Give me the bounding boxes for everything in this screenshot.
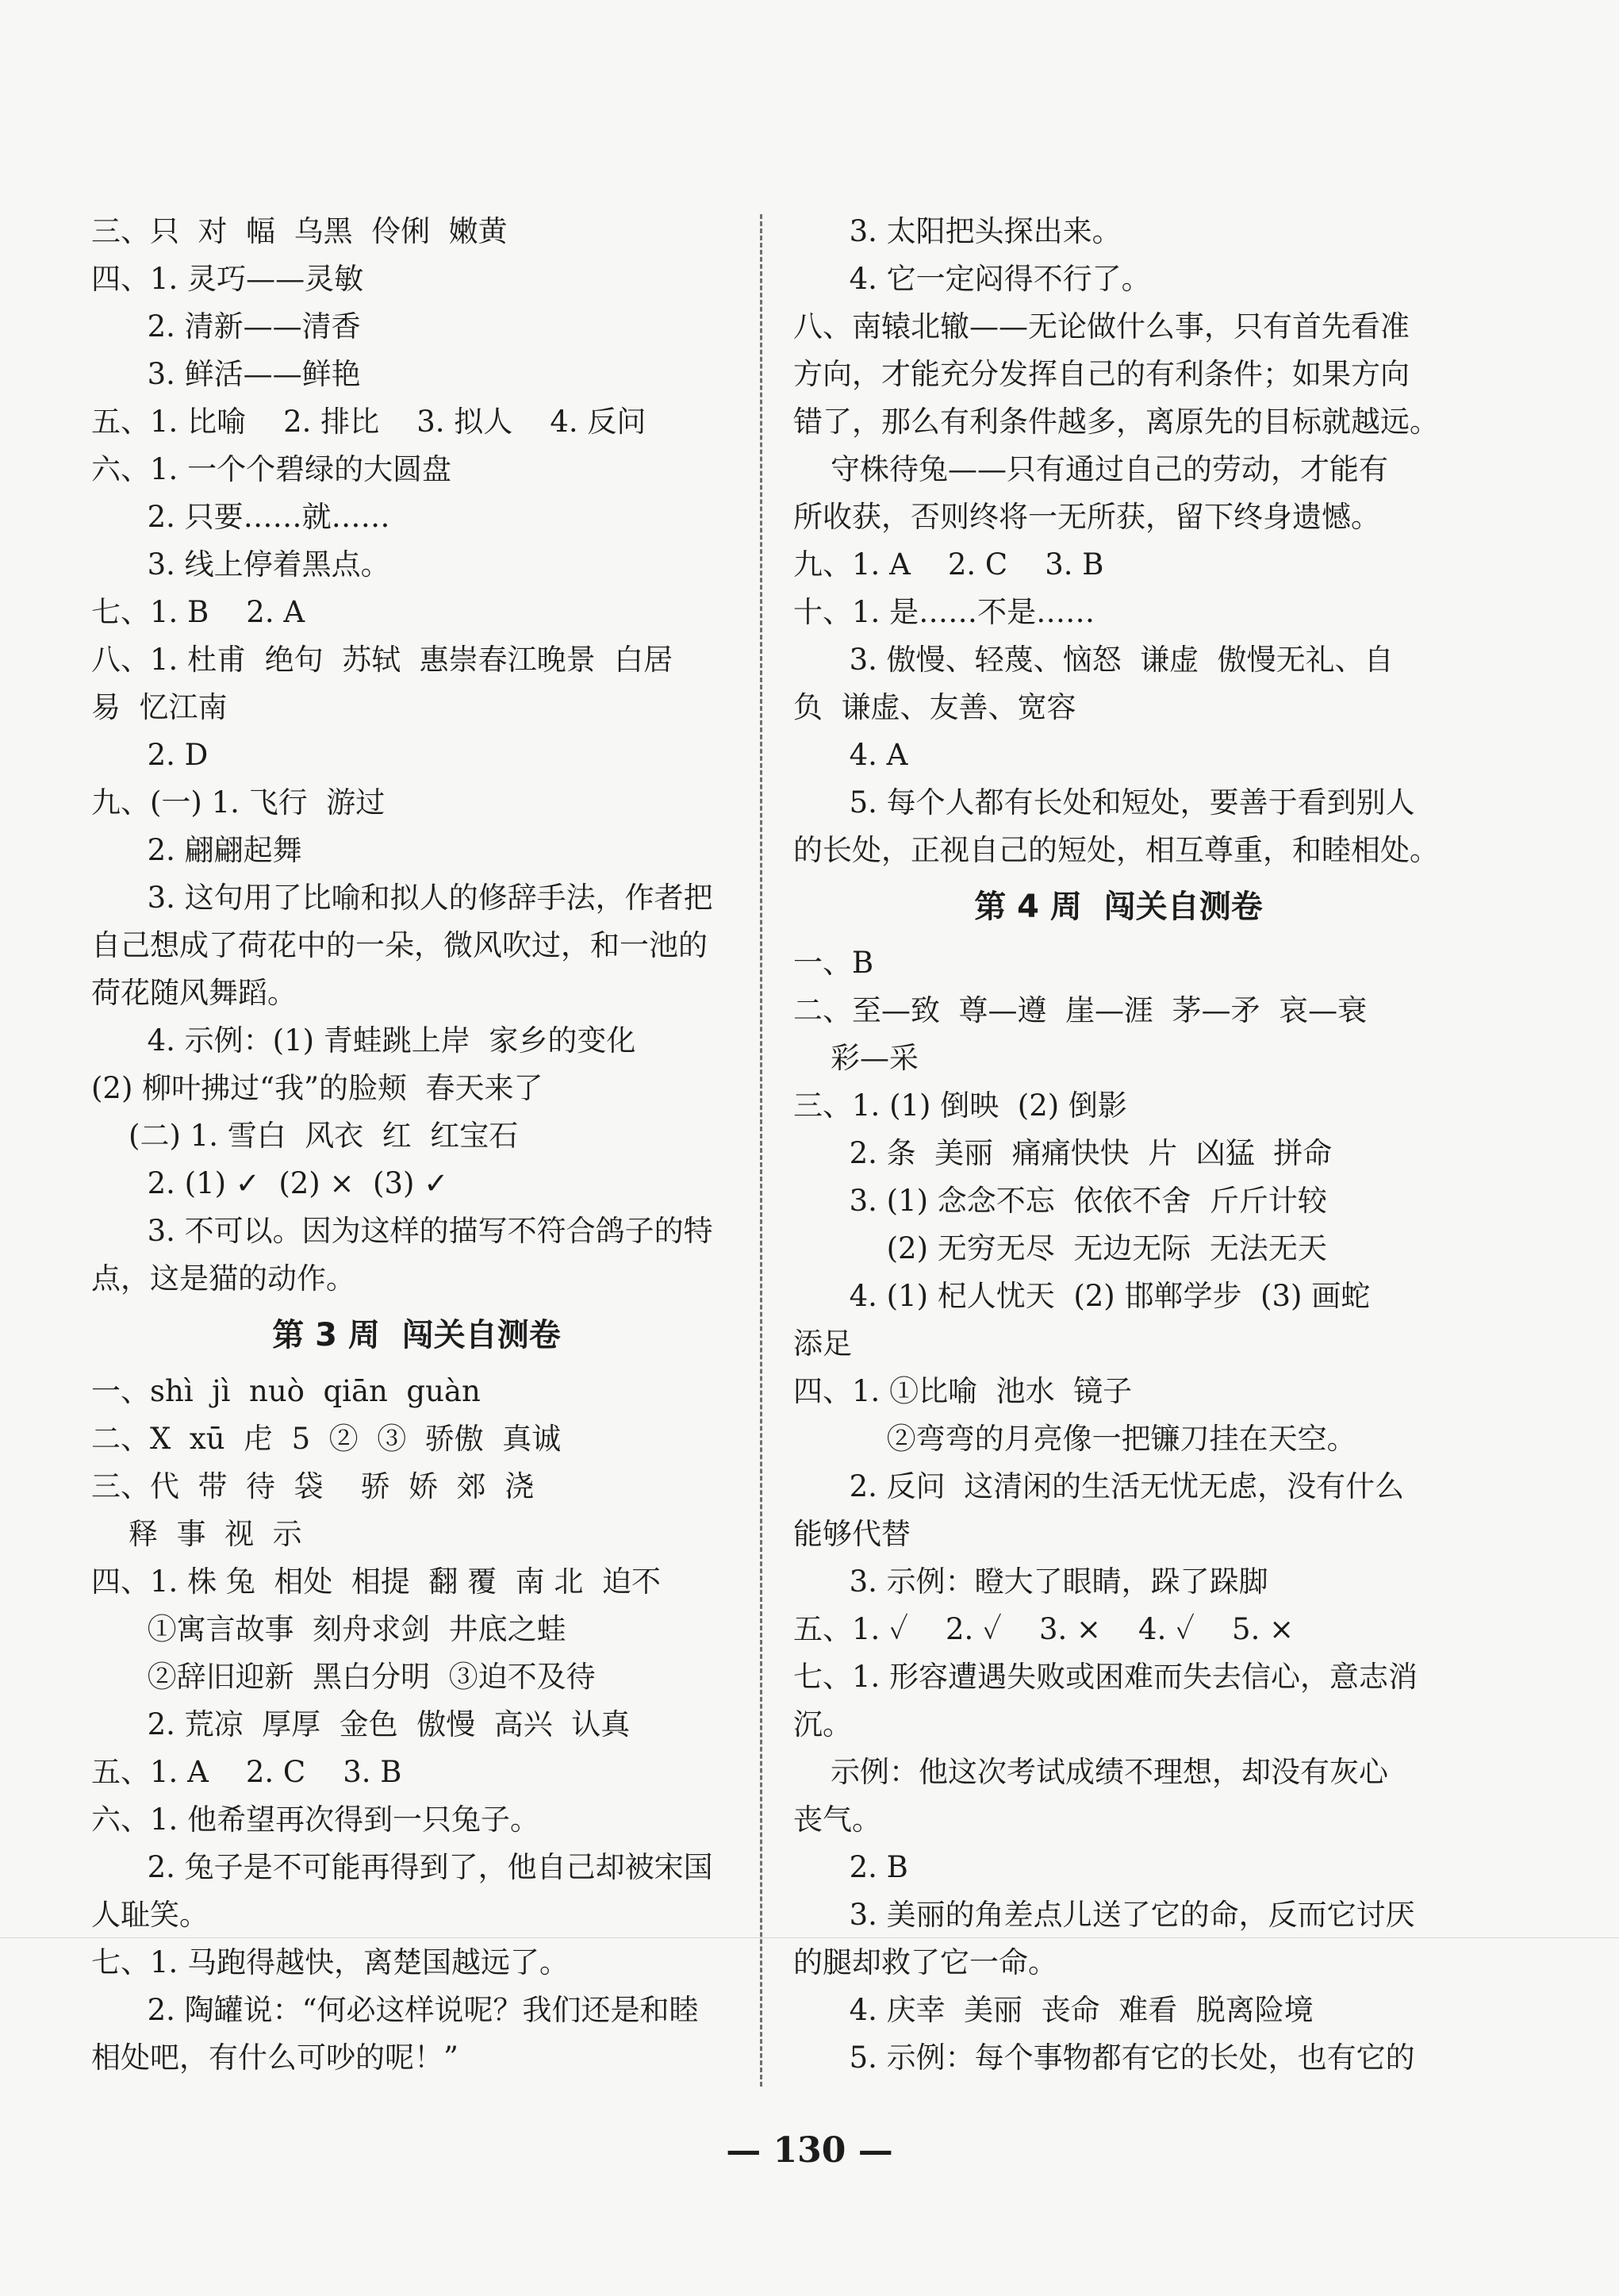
answer-line: 九、1. A 2. C 3. B [793,547,1104,582]
answer-line: 所收获，否则终将一无所获，留下终身遗憾。 [793,500,1380,534]
answer-line: 四、1. 灵巧——灵敏 [91,262,364,296]
answer-line: 释 事 视 示 [91,1517,302,1551]
answer-line: 示例：他这次考试成绩不理想，却没有灰心 [793,1755,1389,1789]
answer-line: 人耻笑。 [91,1898,209,1932]
answer-line: ②弯弯的月亮像一把镰刀挂在天空。 [793,1422,1356,1456]
answer-line: 添足 [793,1327,852,1361]
answer-line: 八、南辕北辙——无论做什么事，只有首先看准 [793,309,1410,344]
answer-line: 易 忆江南 [91,690,228,724]
answer-line: 3. 美丽的角差点儿送了它的命，反而它讨厌 [793,1898,1415,1932]
answer-line: 一、shì jì nuò qiān guàn [91,1374,481,1408]
answer-line: ①寓言故事 刻舟求剑 井底之蛙 [91,1612,566,1646]
answer-line: 4. 示例：(1) 青蛙跳上岸 家乡的变化 [91,1023,636,1058]
page-number: — 130 — [726,2130,893,2171]
answer-line: 沉。 [793,1707,852,1741]
answer-line: (2) 柳叶拂过“我”的脸颊 春天来了 [91,1071,543,1105]
answer-line: 荷花随风舞蹈。 [91,976,297,1010]
answer-line: (2) 无穷无尽 无边无际 无法无天 [793,1231,1327,1265]
answer-line: 五、1. 比喻 2. 排比 3. 拟人 4. 反问 [91,405,646,439]
answer-line: 七、1. 马跑得越快，离楚国越远了。 [91,1945,570,1979]
answer-line: 彩—采 [793,1041,919,1075]
answer-line: 5. 每个人都有长处和短处，要善于看到别人 [793,785,1415,820]
answer-line: 五、1. ✓ 2. ✓ 3. × 4. ✓ 5. × [793,1612,1295,1646]
answer-line: 三、1. (1) 倒映 (2) 倒影 [793,1088,1127,1123]
answer-line: 七、1. 形容遭遇失败或困难而失去信心，意志消 [793,1660,1418,1694]
answer-line: 四、1. ①比喻 池水 镜子 [793,1374,1133,1408]
answer-line: 2. 荒凉 厚厚 金色 傲慢 高兴 认真 [91,1707,631,1741]
column-divider [760,214,762,2087]
answer-line: 4. (1) 杞人忧天 (2) 邯郸学步 (3) 画蛇 [793,1279,1371,1313]
answer-line: 2. 陶罐说：“何必这样说呢？我们还是和睦 [91,1993,699,2027]
answer-line: 七、1. B 2. A [91,595,305,629]
answer-line: 三、代 带 待 袋 骄 娇 郊 浇 [91,1469,535,1503]
answer-line: 错了，那么有利条件越多，离原先的目标就越远。 [793,405,1439,439]
answer-line: 自己想成了荷花中的一朵，微风吹过，和一池的 [91,928,708,962]
answer-line: 2. B [793,1850,908,1884]
answer-line: 二、X xū 虍 5 ② ③ 骄傲 真诚 [91,1422,562,1456]
answer-line: 六、1. 他希望再次得到一只兔子。 [91,1803,540,1837]
answer-line: 相处吧，有什么可吵的呢！” [91,2041,458,2075]
answer-line: 2. 兔子是不可能再得到了，他自己却被宋国 [91,1850,713,1884]
answer-line: 五、1. A 2. C 3. B [91,1755,402,1789]
answer-line: 3. 傲慢、轻蔑、恼怒 谦虚 傲慢无礼、自 [793,643,1394,677]
answer-line: 4. 它一定闷得不行了。 [793,262,1151,296]
answer-line: 丧气。 [793,1803,881,1837]
answer-line: 2. D [91,738,209,772]
answer-line: 点，这是猫的动作。 [91,1261,355,1296]
answer-line: ②辞旧迎新 黑白分明 ③迫不及待 [91,1660,596,1694]
answer-line: 3. 不可以。因为这样的描写不符合鸽子的特 [91,1214,713,1248]
answer-line: 4. 庆幸 美丽 丧命 难看 脱离险境 [793,1993,1314,2027]
answer-line: 3. (1) 念念不忘 依依不舍 斤斤计较 [793,1184,1327,1218]
answer-line: 的腿却救了它一命。 [793,1945,1057,1979]
answer-line: (二) 1. 雪白 风衣 红 红宝石 [91,1119,519,1153]
answer-line: 十、1. 是……不是…… [793,595,1095,629]
left-column [91,208,742,2082]
answer-line: 八、1. 杜甫 绝句 苏轼 惠崇春江晚景 白居 [91,643,673,677]
answer-line: 六、1. 一个个碧绿的大圆盘 [91,452,452,486]
answer-line: 3. 线上停着黑点。 [91,547,390,582]
section-heading: 第 4 周 闯关自测卷 [974,889,1263,925]
answer-line: 2. 条 美丽 痛痛快快 片 凶猛 拼命 [793,1136,1333,1170]
answer-line: 一、B [793,946,874,980]
answer-line: 2. 反问 这清闲的生活无忧无虑，没有什么 [793,1469,1405,1503]
answer-line: 3. 鲜活——鲜艳 [91,357,361,391]
answer-line: 的长处，正视自己的短处，相互尊重，和睦相处。 [793,833,1439,867]
answer-line: 2. 清新——清香 [91,309,361,344]
section-heading: 第 3 周 闯关自测卷 [272,1317,561,1353]
answer-line: 3. 太阳把头探出来。 [793,214,1122,248]
answer-line: 2. 翩翩起舞 [91,833,302,867]
faint-rule [0,1937,1619,1938]
answer-line: 2. (1) ✓ (2) × (3) ✓ [91,1166,449,1200]
answer-line: 能够代替 [793,1517,911,1551]
answer-line: 3. 这句用了比喻和拟人的修辞手法，作者把 [91,881,713,915]
answer-line: 2. 只要……就…… [91,500,390,534]
right-column [793,208,1444,2082]
answer-line: 5. 示例：每个事物都有它的长处，也有它的 [793,2041,1415,2075]
answer-line: 四、1. 株 兔 相处 相提 翻 覆 南 北 迫不 [91,1565,661,1599]
answer-line: 3. 示例：瞪大了眼睛，跺了跺脚 [793,1565,1268,1599]
answer-line: 负 谦虚、友善、宽容 [793,690,1076,724]
answer-line: 守株待兔——只有通过自己的劳动，才能有 [793,452,1389,486]
answer-line: 三、只 对 幅 乌黑 伶俐 嫩黄 [91,214,508,248]
answer-line: 九、(一) 1. 飞行 游过 [91,785,386,820]
answer-line: 方向，才能充分发挥自己的有利条件；如果方向 [793,357,1410,391]
answer-line: 4. A [793,738,908,772]
answer-line: 二、至—致 尊—遵 崖—涯 茅—矛 哀—衰 [793,993,1368,1027]
